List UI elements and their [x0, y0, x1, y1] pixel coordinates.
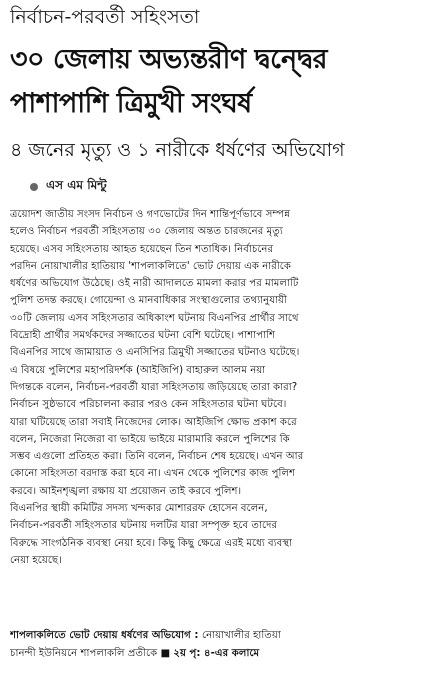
headline-line-1: ৩০ জেলায় অভ্যন্তরীণ দ্বন্দ্বের [10, 44, 328, 75]
body-line: বিএনপির সাথে জামায়াত ও এনসিপির ত্রিমুখী সজ্জাতের ঘটনাও ঘটেছে। [10, 347, 300, 359]
body-line: নির্বাচন সুষ্ঠভাবে পরিচালনা করার পরও কেন সহিংসতার ঘটনা ঘটবে। [10, 399, 287, 411]
article-body [10, 206, 438, 569]
headline-line-2: পাশাপাশি ত্রিমুখী সংঘর্ষ [10, 88, 252, 119]
body-line: যারা ঘটিয়েছে তারা সবাই নিজেদের লোক। আইজিপি ক্ষোভ প্রকাশ করে [10, 416, 297, 428]
body-line: হলেও নির্বাচন পরবর্তী সহিংসতায় ৩০ জেলায় অন্তত চারজনের মৃত্যু [10, 226, 283, 238]
byline [10, 174, 438, 200]
body-line: হয়েছে। এসব সহিংসতায় আহত হয়েছেন তিন শতাধিক। নির্বাচনের [10, 243, 274, 255]
body-line: নির্বাচন-পরবর্তী সহিংসতার ঘটনায় দলটির যারা সম্পৃক্ত হবে তাদের [10, 520, 278, 532]
related-story-text: নোয়াখালীর হাতিয়া [201, 630, 281, 641]
body-line: সম্ভব এগুলো প্রতিহত করা। তিনি বলেন, নির্বাচন শেষ হয়েছে। এখন আর [10, 451, 304, 463]
body-line: কোনো সহিংসতা বরদাস্ত করা হবে না। এখন থেকে পুলিশের কাজ পুলিশ [10, 468, 296, 480]
body-line: বিদ্রোহী প্রার্থীর সমর্থকদের সজ্জাতের ঘটনা বেশি ঘটেছে। পাশাপাশি [10, 330, 276, 342]
continuation-marker-icon: ■ [160, 647, 171, 659]
bullet-icon [30, 183, 38, 191]
body-line: বিরুদ্ধে সাংগঠনিক ব্যবস্থা নেয়া হবে। কিছু কিছু ক্ষেত্রে এরই মধ্যে ব্যবস্থা [10, 537, 293, 549]
article-headline [10, 38, 438, 126]
author-name: এস এম মিন্টু [46, 178, 107, 192]
body-line: করবে। আইনশৃঙ্খলা রক্ষায় যা প্রয়োজন তাই করবে পুলিশ। [10, 485, 242, 497]
body-line: বলেন, নিজেরা নিজেরা বা ভাইয়ে ভাইয়ে মারামারি করলে পুলিশের কি [10, 433, 290, 445]
body-line: এ বিষয়ে পুলিশের মহাপরিদর্শক (আইজিপি) বাহারুল আলম নয়া [10, 364, 266, 376]
related-story-text: চানন্দী ইউনিয়নে শাপলাকলি প্রতীকে [10, 647, 158, 659]
body-line: বিএনপির স্থায়ী কমিটির সদস্য খন্দকার মোশাররফ হোসেন বলেন, [10, 503, 268, 515]
continuation-note: ২য় পৃ: ৪-এর কলামে [173, 647, 260, 659]
related-story-lead: শাপলাকলিতে ভোট দেয়ায় ধর্ষণের অভিযোগ : [10, 630, 202, 641]
body-line: ৩০টি জেলায় এসব সহিংসতার অধিকাংশ ঘটনায় বিএনপির প্রার্থীর সাথে [10, 312, 299, 324]
article-kicker: নির্বাচন-পরবর্তী সহিংসতা [10, 6, 200, 28]
related-story [10, 627, 438, 662]
article-subheadline: ৪ জনের মৃত্যু ও ১ নারীকে ধর্ষণের অভিযোগ [10, 139, 345, 161]
body-line: নেয়া হয়েছে। [10, 554, 62, 566]
body-line: পরদিন নোয়াখালীর হাতিয়ায় 'শাপলাকলিতে' ভোট দেয়ায় এক নারীকে [10, 260, 291, 272]
body-line: ধর্ষণের অভিযোগ উঠেছে। ওই নারী আদালতে মামলা করার পর মামলাটি [10, 278, 299, 290]
body-line: ত্রয়োদশ জাতীয় সংসদ নির্বাচন ও গণভোটের দিন শান্তিপূর্ণভাবে সম্পন্ন [10, 209, 291, 220]
body-line: পুলিশ তদন্ত করছে। গোয়েন্দা ও মানবাধিকার সংস্থাগুলোর তথ্যানুযায়ী [10, 295, 287, 307]
body-line: দিগন্তকে বলেন, নির্বাচন-পরবর্তী যারা সহিংসতায় জড়িয়েছে তারা কারা? [10, 381, 298, 393]
